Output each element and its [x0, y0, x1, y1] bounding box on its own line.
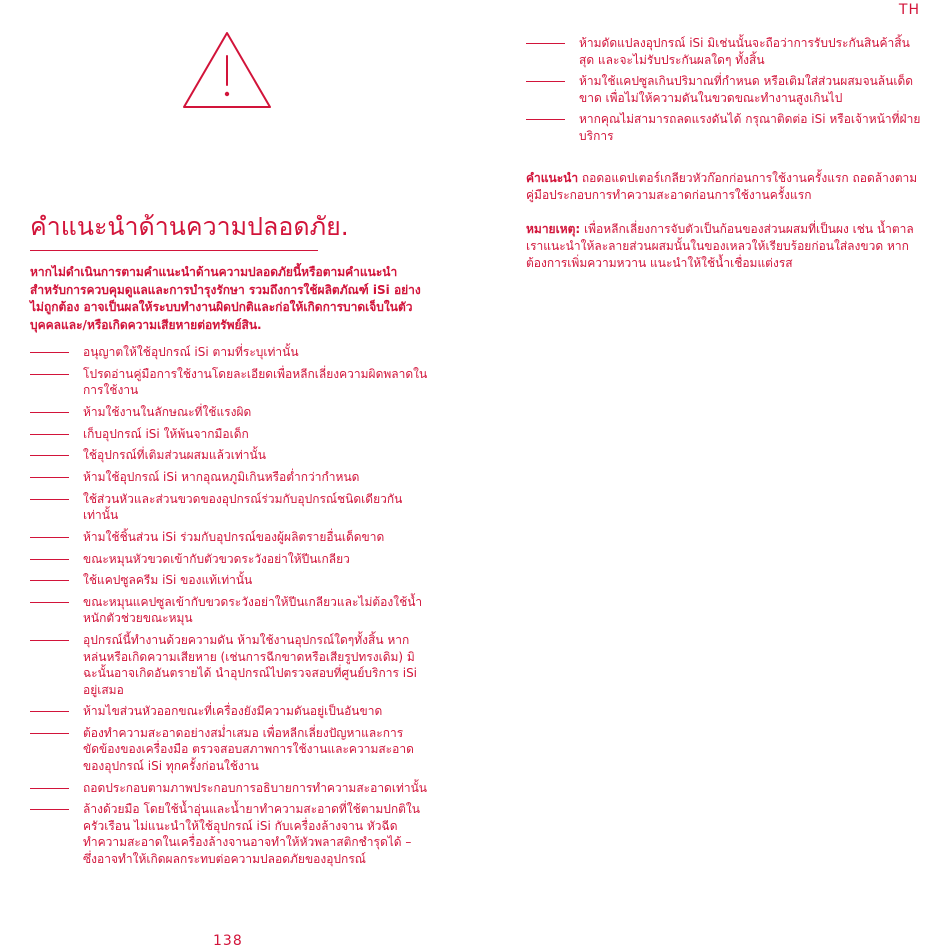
- remark-text: เพื่อหลีกเลี่ยงการจับตัวเป็นก้อนของส่วนผสมที่เป็นผง เช่น น้ำตาล เราแนะนำให้ละลายส่วนผสมนั้นในของเหลวให้เรียบร้อยก่อนใส่ลงขวด หากต้องการเพิ่มความหวาน แนะนำให้ใช้น้ำเชื่อมแต่งรส: [526, 222, 914, 270]
- list-item: [30, 366, 428, 399]
- list-item: [30, 780, 428, 797]
- list-item: [30, 703, 428, 720]
- dash-marker: [30, 559, 69, 560]
- warning-triangle-icon: [181, 30, 273, 110]
- list-item-text: ห้ามใช้งานในลักษณะที่ใช้แรงผิด: [83, 404, 252, 419]
- list-item: [30, 426, 428, 443]
- list-item-text: ห้ามใช้ชิ้นส่วน iSi ร่วมกับอุปกรณ์ของผู้ผลิตรายอื่นเด็ดขาด: [83, 529, 385, 544]
- page-number: 138: [213, 933, 243, 949]
- remark-note: [526, 221, 921, 272]
- list-item: [30, 632, 428, 698]
- remark-label: หมายเหตุ:: [526, 222, 581, 236]
- list-item: [30, 491, 428, 524]
- dash-marker: [30, 455, 69, 456]
- dash-marker: [526, 119, 565, 120]
- dash-marker: [526, 81, 565, 82]
- dash-marker: [30, 640, 69, 641]
- list-item-text: ห้ามไขส่วนหัวออกขณะที่เครื่องยังมีความดันอยู่เป็นอันขาด: [83, 704, 383, 719]
- list-item-text: ขณะหมุนแคปซูลเข้ากับขวดระวังอย่าให้ปีนเกลียวและไม่ต้องใช้น้ำหนักตัวช่วยขณะหมุน: [83, 594, 423, 626]
- dash-marker: [30, 580, 69, 581]
- language-code: TH: [898, 2, 920, 18]
- dash-marker: [30, 412, 69, 413]
- dash-marker: [30, 711, 69, 712]
- list-item-text: ใช้อุปกรณ์ที่เติมส่วนผสมแล้วเท่านั้น: [83, 448, 266, 463]
- list-item-text: หากคุณไม่สามารถลดแรงดันได้ กรุณาติดต่อ iSi หรือเจ้าหน้าที่ฝ่ายบริการ: [579, 112, 921, 143]
- safety-intro: หากไม่ดำเนินการตามคำแนะนำด้านความปลอดภัยนี้หรือตามคำแนะนำสำหรับการควบคุมดูแลและการบำรุงรักษา รวมถึงการใช้ผลิตภัณฑ์ iSi อย่างไม่ถูกต้อง อาจเป็นผลให้ระบบทำงานผิดปกติและก่อให้เกิดการบาดเจ็บในตัวบุคคลและ/หรือเกิดความเสียหายต่อทรัพย์สิน.: [30, 265, 421, 332]
- list-item-text: ห้ามใช้แคปซูลเกินปริมาณที่กำหนด หรือเติมใส่ส่วนผสมจนล้นเด็ดขาด เพื่อไม่ให้ความดันในขวดขณะทำงานสูงเกินไป: [579, 74, 914, 105]
- list-item: [30, 344, 428, 361]
- list-item: [526, 73, 924, 106]
- dash-marker: [30, 374, 69, 375]
- dash-marker: [30, 352, 69, 353]
- list-item-text: ใช้แคปซูลครีม iSi ของแท้เท่านั้น: [83, 573, 253, 588]
- list-item-text: โปรดอ่านคู่มือการใช้งานโดยละเอียดเพื่อหลีกเลี่ยงความผิดพลาดในการใช้งาน: [83, 366, 428, 398]
- advice-text: ถอดอแดปเตอร์เกลียวหัวก๊อกก่อนการใช้งานครั้งแรก ถอดล้างตามคู่มือประกอบการทำความสะอาดก่อนการใช้งานครั้งแรก: [526, 171, 918, 202]
- dash-marker: [30, 477, 69, 478]
- safety-instructions-list-continued: [526, 35, 924, 150]
- list-item: [30, 725, 428, 775]
- list-item: [30, 447, 428, 464]
- list-item: [30, 529, 428, 546]
- list-item-text: ขณะหมุนหัวขวดเข้ากับตัวขวดระวังอย่าให้ปีนเกลียว: [83, 551, 350, 566]
- list-item: [30, 801, 428, 867]
- list-item-text: เก็บอุปกรณ์ iSi ให้พ้นจากมือเด็ก: [83, 426, 249, 441]
- list-item: [30, 572, 428, 589]
- dash-marker: [30, 499, 69, 500]
- page-title: คำแนะนำด้านความปลอดภัย.: [30, 208, 318, 251]
- list-item: [30, 551, 428, 568]
- dash-marker: [30, 733, 69, 734]
- list-item-text: ต้องทำความสะอาดอย่างสม่ำเสมอ เพื่อหลีกเลี่ยงปัญหาและการขัดข้องของเครื่องมือ ตรวจสอบสภาพการใช้งานและความสะอาดของอุปกรณ์ iSi ทุกครั้งก่อนใช้งาน: [83, 725, 414, 773]
- list-item: [30, 469, 428, 486]
- list-item-text: ถอดประกอบตามภาพประกอบการอธิบายการทำความสะอาดเท่านั้น: [83, 780, 428, 795]
- list-item-text: ห้ามดัดแปลงอุปกรณ์ iSi มิเช่นนั้นจะถือว่าการรับประกันสินค้าสิ้นสุด และจะไม่รับประกันผลใดๆ ทั้งสิ้น: [579, 36, 910, 67]
- list-item: [30, 594, 428, 627]
- dash-marker: [526, 43, 565, 44]
- list-item: [526, 111, 924, 144]
- advice-note: [526, 170, 921, 204]
- dash-marker: [30, 434, 69, 435]
- list-item-text: ล้างด้วยมือ โดยใช้น้ำอุ่นและน้ำยาทำความสะอาดที่ใช้ตามปกติในครัวเรือน ไม่แนะนำให้ใช้อุปกรณ์ iSi กับเครื่องล้างจาน หัวฉีดทำความสะอาดในเครื่องล้างจานอาจทำให้หัวพลาสติกชำรุดได้ – ซึ่งอาจทำให้เกิดผลกระทบต่อความปลอดภัยของอุปกรณ์: [83, 802, 420, 866]
- list-item-text: อุปกรณ์นี้ทำงานด้วยความดัน ห้ามใช้งานอุปกรณ์ใดๆทั้งสิ้น หากหล่นหรือเกิดความเสียหาย (เช่นการฉีกขาดหรือเสียรูปทรงเดิม) มิฉะนั้นอาจเกิดอันตรายได้ นำอุปกรณ์ไปตรวจสอบที่ศูนย์บริการ iSi อยู่เสมอ: [83, 633, 418, 697]
- list-item-text: ใช้ส่วนหัวและส่วนขวดของอุปกรณ์ร่วมกับอุปกรณ์ชนิดเดียวกันเท่านั้น: [83, 491, 403, 523]
- safety-instructions-list: [30, 344, 428, 873]
- dash-marker: [30, 788, 69, 789]
- dash-marker: [30, 602, 69, 603]
- dash-marker: [30, 809, 69, 810]
- advice-label: คำแนะนำ: [526, 171, 579, 185]
- list-item: [30, 404, 428, 421]
- list-item-text: อนุญาตให้ใช้อุปกรณ์ iSi ตามที่ระบุเท่านั้น: [83, 345, 299, 359]
- list-item: [526, 35, 924, 68]
- dash-marker: [30, 537, 69, 538]
- list-item-text: ห้ามใช้อุปกรณ์ iSi หากอุณหภูมิเกินหรือต่ำกว่ากำหนด: [83, 469, 360, 484]
